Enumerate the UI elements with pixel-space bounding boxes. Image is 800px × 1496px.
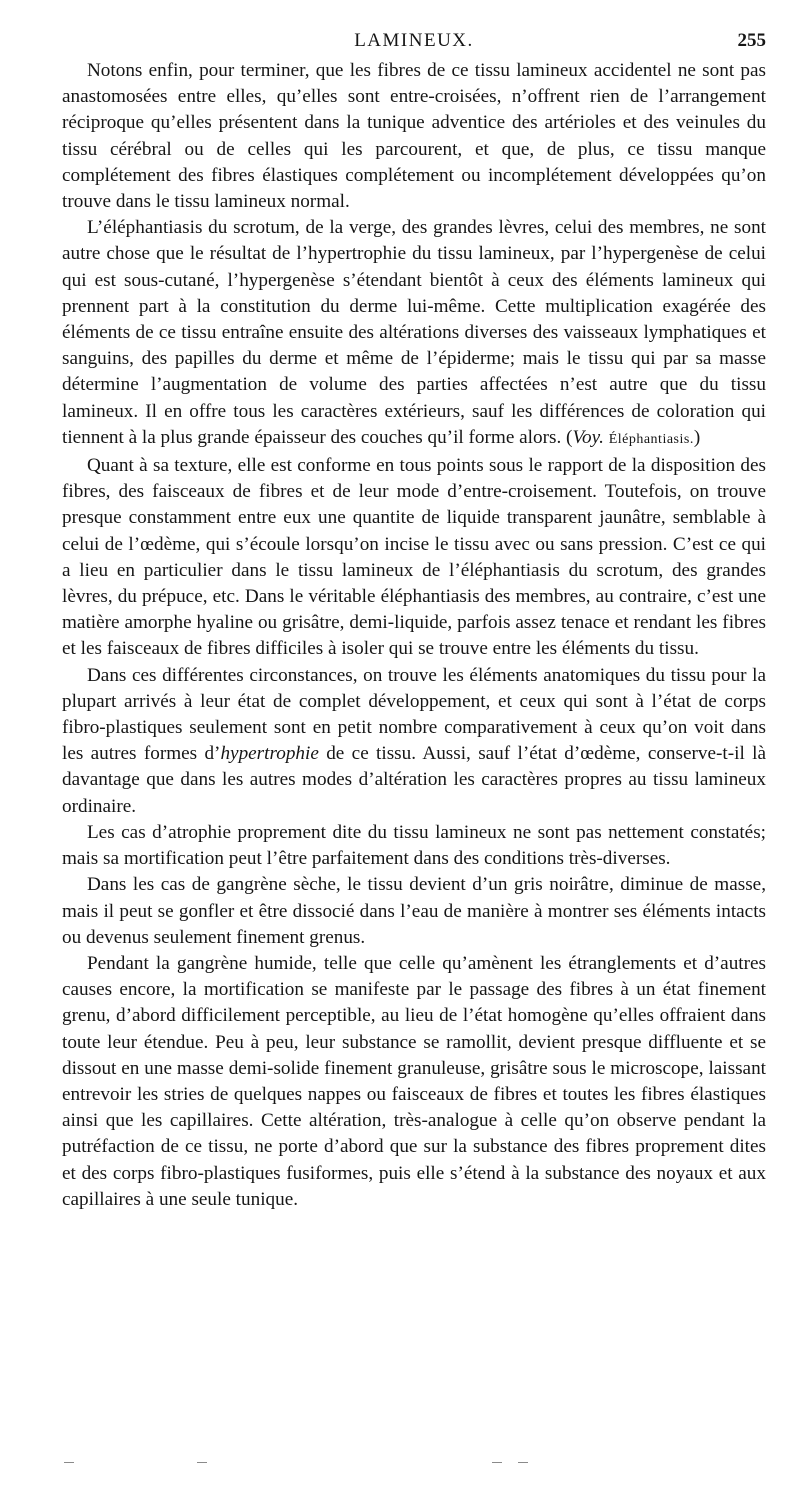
paragraph-text: Quant à sa texture, elle est conforme en tous points sous le rapport de la disposition des fibres, des faisceaux de fibres et de leur mode d’entre-croisement. Toutefois, on trouve presque constamment entre eux une quantite de liquide transparent jaunâtre, semblable à celui de l’œdème, qui s’écoule lorsqu’on incise le tissu avec ou sans pression. C’est ce qui a lieu en particulier dans le tissu lamineux de l’éléphantiasis du scrotum, des grandes lèvres, du prépuce, etc. Dans le véritable éléphantiasis des membres, au contraire, c’est une matière amorphe hyaline ou grisâtre, demi-liquide, parfois assez tenace et rendant les fibres et les faisceaux de fibres difficiles à isoler qui se trouve entre les éléments du tissu. <box>62 455 766 660</box>
italic-reference: Voy. <box>572 426 604 448</box>
paragraph-text: Dans ces différentes circonstances, on trouve les éléments anatomiques du tissu pour la plupart arrivés à leur état de complet développement, et ceux qui sont à l’état de corps fibro-plastiques seulement sont en petit nombre comparativement à ceux qu’on voit dans les autres formes d’ <box>62 664 766 765</box>
paragraph-text: Notons enfin, pour terminer, que les fibres de ce tissu lamineux accidentel ne sont pas anastomosées entre elles, qu’elles sont entre-croisées, n’offrent rien de l’arrangement réciproque qu’elles présentent dans la tunique adventice des artérioles et des veinules du tissu cérébral ou de celles qui les parcourent, et que, de plus, ce tissu manque complétement des fibres élastiques complétement ou incomplétement développées qu’on trouve dans le tissu lamineux normal. <box>62 60 766 213</box>
paragraph-text: ) <box>693 426 701 448</box>
print-mark <box>197 1462 207 1463</box>
paragraph-text: Dans les cas de gangrène sèche, le tissu devient d’un gris noirâtre, diminue de masse, mais il peut se gonfler et être dissocié dans l’eau de manière à montrer ses éléments intacts ou devenus seulement finement grenus. <box>62 874 766 948</box>
footer-print-marks <box>0 1462 800 1466</box>
small-caps-reference: Éléphantiasis. <box>608 431 694 447</box>
running-title: LAMINEUX. <box>354 30 474 51</box>
paragraph-5 <box>62 820 766 872</box>
paragraph-2 <box>62 215 766 453</box>
print-mark <box>518 1462 528 1463</box>
print-mark <box>492 1462 502 1463</box>
paragraph-text: Les cas d’atrophie proprement dite du tissu lamineux ne sont pas nettement constatés; mais sa mortification peut l’être parfaitement dans des conditions très-diverses. <box>62 821 766 870</box>
paragraph-3 <box>62 453 766 663</box>
print-mark <box>64 1462 74 1463</box>
paragraph-text: Pendant la gangrène humide, telle que celle qu’amènent les étranglements et d’autres causes encore, la mortification se manifeste par le passage des fibres à un état finement grenu, d’abord difficilement perceptible, au lieu de l’état homogène qu’elles offraient dans toute leur étendue. Peu à peu, leur substance se ramollit, devient presque diffluente et se dissout en une masse demi-solide finement granuleuse, grisâtre sous le microscope, laissant entrevoir les stries de quelques nappes ou faisceaux de fibres et toutes les fibres élastiques ainsi que les capillaires. Cette altération, très-analogue à celle qu’on observe pendant la putréfaction de ce tissu, ne porte d’abord que sur la substance des fibres proprement dites et des corps fibro-plastiques fusiformes, puis elle s’étend à la substance des noyaux et aux capillaires à une seule tunique. <box>62 952 766 1210</box>
paragraph-text: L’éléphantiasis du scrotum, de la verge, des grandes lèvres, celui des membres, ne sont autre chose que le résultat de l’hypertrophie du tissu lamineux, par l’hypergenèse de celui qui est sous-cutané, l’hypergenèse s’étendant bientôt à ceux des éléments lamineux qui prennent part à la constitution du derme lui-même. Cette multiplication exagérée des éléments de ce tissu entraîne ensuite des altérations diverses des vaisseaux lymphatiques et sanguins, des papilles du derme et même de l’épiderme; mais le tissu qui par sa masse détermine l’augmentation de volume des parties affectées n’est autre que du tissu lamineux. Il en offre tous les caractères extérieurs, sauf les différences de coloration qui tiennent à la plus grande épaisseur des couches qu’il forme alors. ( <box>62 217 766 448</box>
paragraph-7 <box>62 951 766 1213</box>
body-text <box>62 58 766 1213</box>
paragraph-text: de ce tissu. Aussi, sauf l’état d’œdème, conserve-t-il là davantage que dans les autres modes d’altération les caractères propres au tissu lamineux ordinaire. <box>62 743 766 817</box>
paragraph-6 <box>62 872 766 951</box>
italic-term: hypertrophie <box>220 743 319 765</box>
paragraph-4 <box>62 663 766 820</box>
page-number: 255 <box>737 30 766 51</box>
page-header <box>62 30 766 58</box>
paragraph-1 <box>62 58 766 215</box>
